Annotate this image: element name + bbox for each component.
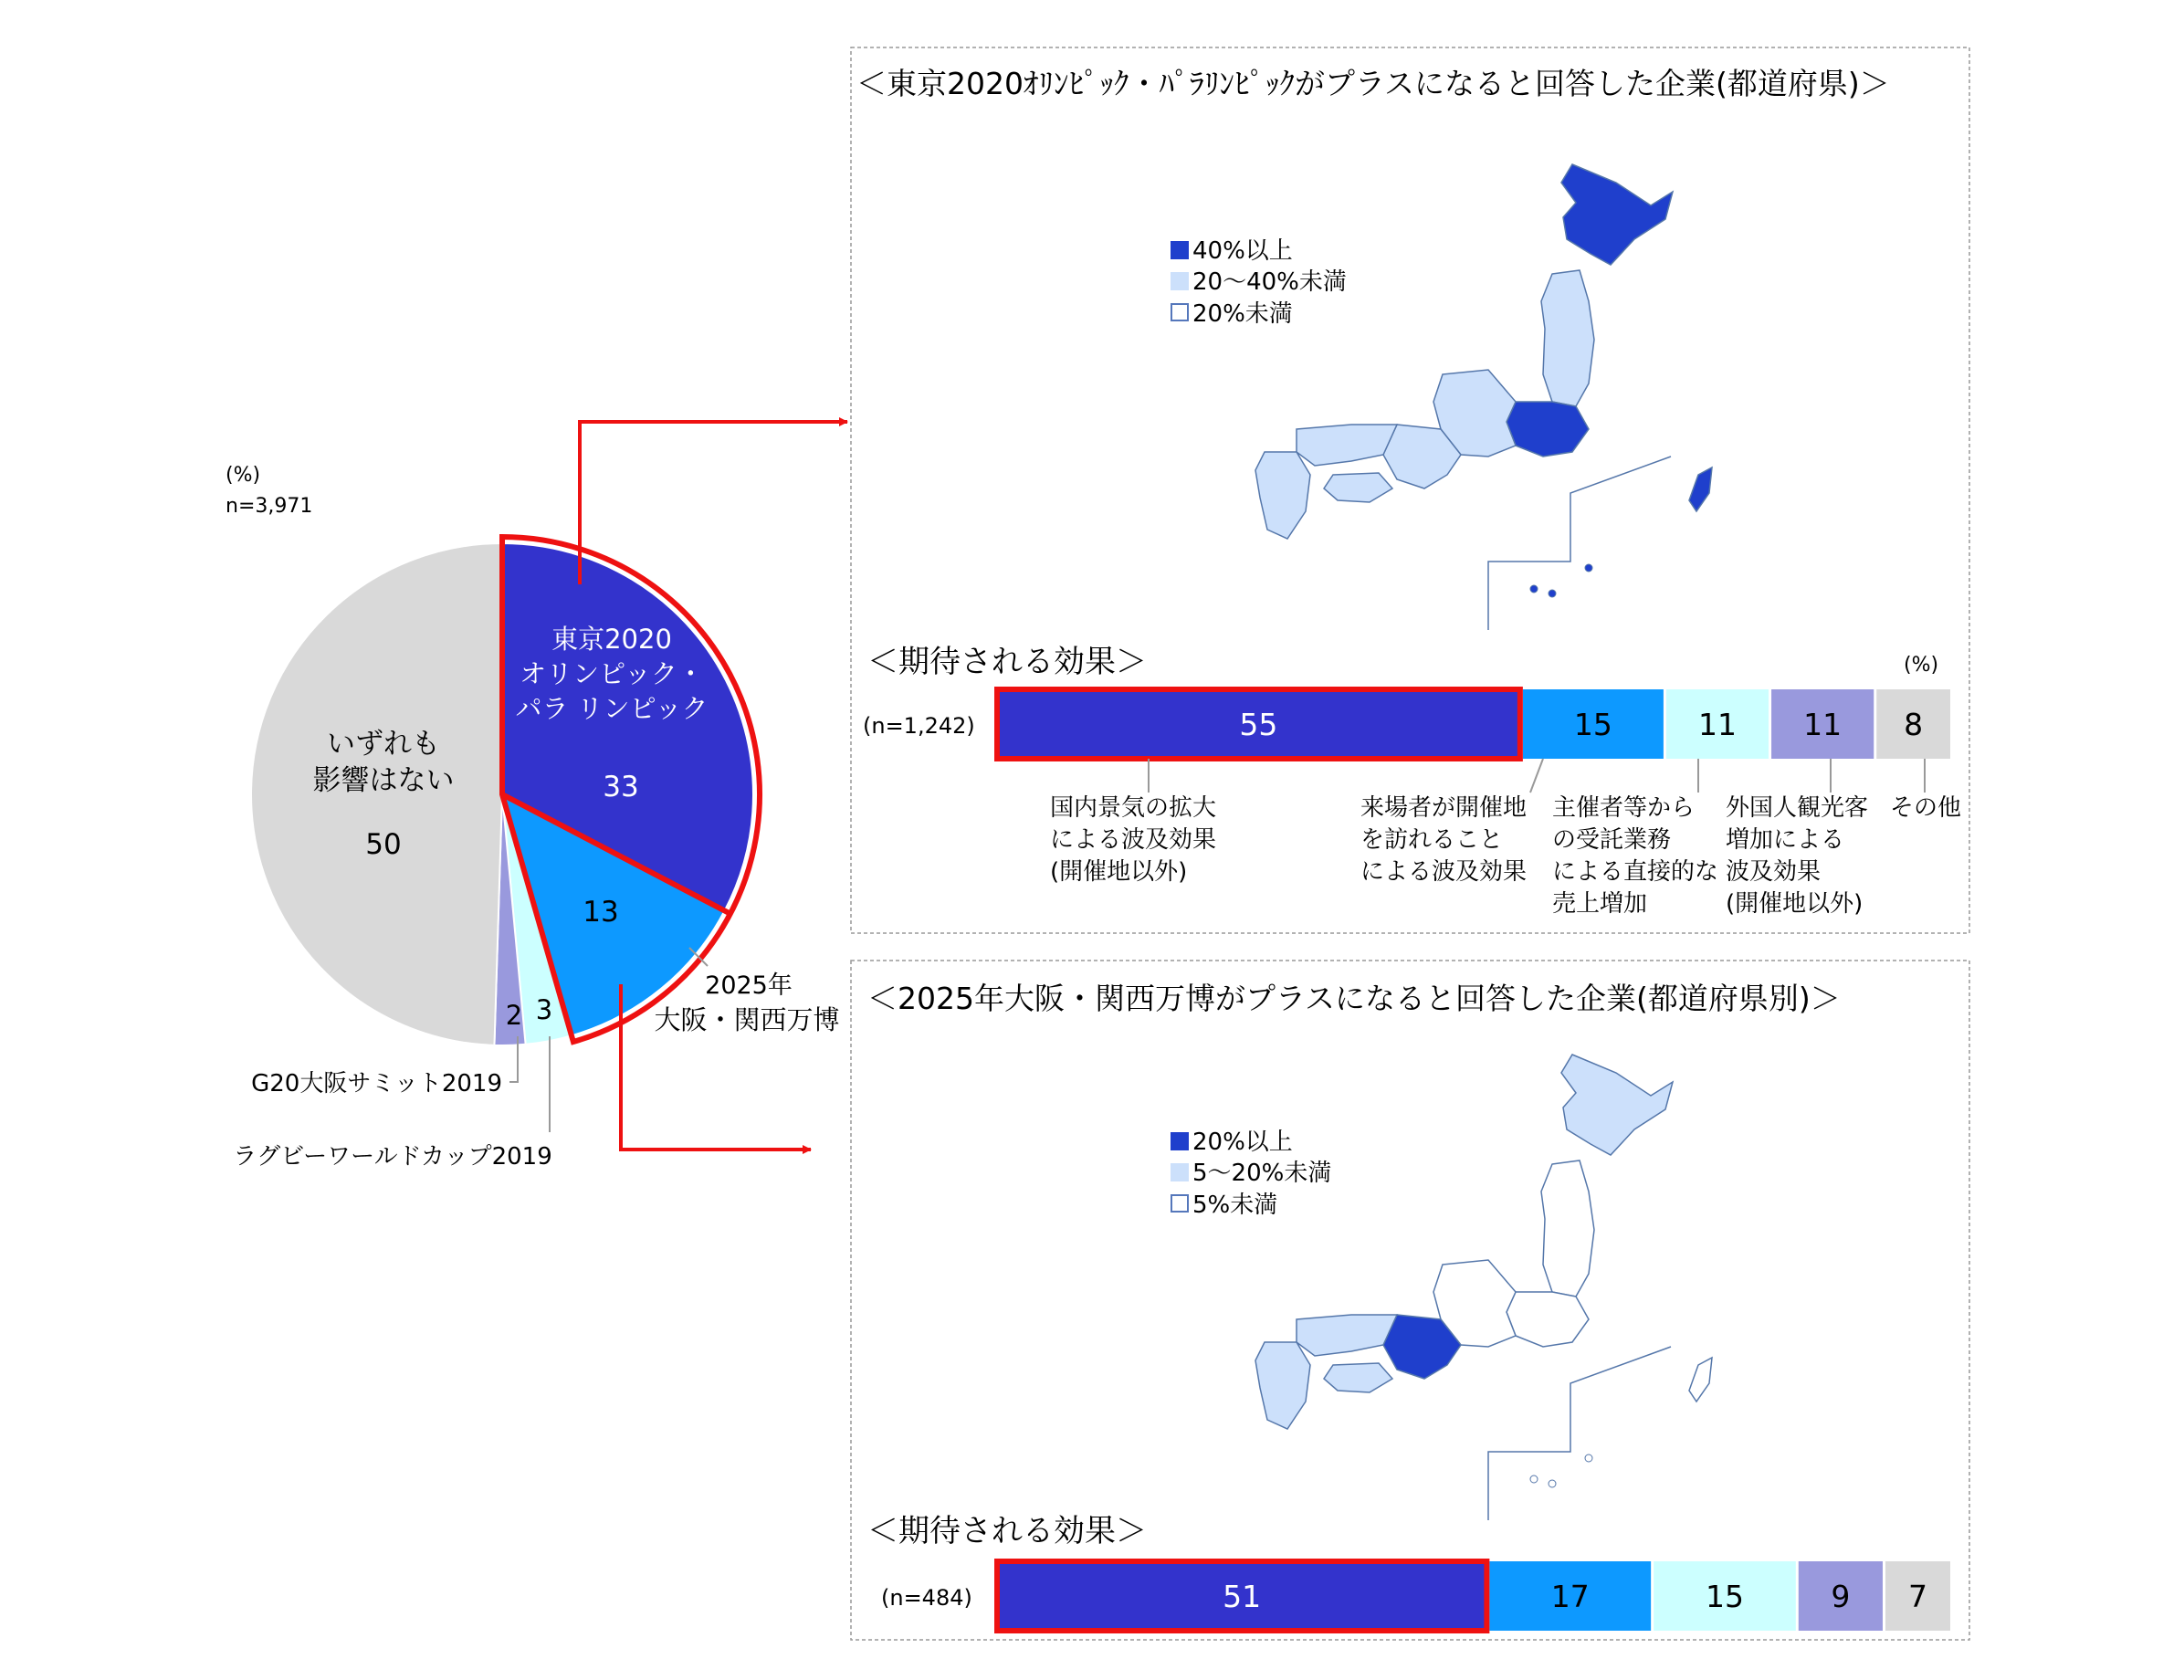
bar-expo-value-2: 15 <box>1705 1579 1744 1614</box>
pie-value-expo: 13 <box>583 896 619 929</box>
pie-label-expo-line2: 大阪・関西万博 <box>654 1004 840 1035</box>
map-tokyo-region-kanto <box>1507 402 1589 457</box>
pie-chart <box>226 464 840 1171</box>
expo-effects-n: (n=484) <box>881 1585 972 1611</box>
pie-value-g20: 2 <box>505 1000 523 1031</box>
pie-label-none-line2: 影響はない <box>312 764 455 797</box>
map-expo-region-shikoku <box>1324 1363 1392 1392</box>
tokyo-category-1-line-0: 来場者が開催地 <box>1360 794 1528 822</box>
pie-label-tokyo-line2: オリンピック・ <box>520 658 704 689</box>
tokyo-legend-swatch-1 <box>1171 241 1189 259</box>
tokyo-category-1-line-2: による波及効果 <box>1360 858 1528 886</box>
map-tokyo-island-0 <box>1530 585 1538 593</box>
pie-label-tokyo-line1: 東京2020 <box>551 624 672 655</box>
expo-panel <box>851 961 1969 1640</box>
expo-legend-label-1: 20%以上 <box>1192 1129 1293 1156</box>
tokyo-effects-unit: (%) <box>1904 654 1939 677</box>
expo-legend-label-3: 5%未満 <box>1192 1192 1278 1219</box>
map-tokyo-inset-frame <box>1488 457 1671 630</box>
tokyo-legend-label-3: 20%未満 <box>1192 300 1293 328</box>
tokyo-category-1-line-1: を訪れること <box>1360 826 1504 854</box>
tokyo-legend-swatch-3 <box>1171 304 1188 320</box>
expo-effects-bar <box>997 1561 1950 1631</box>
bar-tokyo-value-2: 11 <box>1697 707 1737 742</box>
map-tokyo-region-hokkaido <box>1561 164 1673 265</box>
map-expo-region-chugoku <box>1297 1315 1397 1356</box>
tokyo-category-2-line-1: の受託業務 <box>1552 826 1672 854</box>
tokyo-map-legend <box>1171 237 1347 328</box>
map-tokyo-region-tohoku <box>1541 270 1594 406</box>
expo-effects-title: ＜期待される効果＞ <box>867 1513 1147 1549</box>
expo-legend-swatch-2 <box>1171 1163 1189 1181</box>
map-expo-island-0 <box>1530 1475 1538 1483</box>
expo-legend-swatch-1 <box>1171 1132 1189 1150</box>
tokyo-effects-n: (n=1,242) <box>863 713 975 739</box>
tokyo-category-3-line-1: 増加による <box>1726 826 1845 854</box>
pie-value-tokyo: 33 <box>603 771 639 803</box>
map-expo-island-2 <box>1585 1454 1592 1462</box>
pie-label-expo-line1: 2025年 <box>705 971 793 1000</box>
tokyo-effects-categories <box>1050 759 1961 918</box>
pie-label-none-line1: いずれも <box>327 728 440 761</box>
tokyo-category-2-line-0: 主催者等から <box>1552 794 1696 822</box>
map-expo-region-kyushu <box>1255 1342 1310 1429</box>
tokyo-category-2-line-3: 売上増加 <box>1552 890 1648 918</box>
map-expo-region-tohoku <box>1541 1160 1594 1297</box>
tokyo-category-3-line-2: 波及効果 <box>1726 858 1822 886</box>
tokyo-category-0-line-2: (開催地以外) <box>1050 858 1188 886</box>
map-expo-region-okinawa <box>1689 1358 1712 1402</box>
tokyo-legend-label-2: 20～40%未満 <box>1192 268 1347 296</box>
tokyo-panel <box>851 47 1969 933</box>
tokyo-legend-swatch-2 <box>1171 272 1189 290</box>
bar-tokyo-value-3: 11 <box>1803 707 1843 742</box>
tokyo-panel-title: ＜東京2020ｵﾘﾝﾋﾟｯｸ・ﾊﾟﾗﾘﾝﾋﾟｯｸがプラスになると回答した企業(都道府県)＞ <box>856 66 1890 101</box>
tokyo-category-0-line-1: による波及効果 <box>1050 826 1217 854</box>
expo-panel-title: ＜2025年大阪・関西万博がプラスになると回答した企業(都道府県別)＞ <box>867 981 1841 1016</box>
tokyo-prefecture-map <box>1255 164 1712 630</box>
tokyo-category-4-line-0: その他 <box>1890 794 1962 822</box>
expo-map-legend <box>1171 1129 1331 1219</box>
map-tokyo-island-2 <box>1585 564 1592 572</box>
map-tokyo-island-1 <box>1549 590 1556 597</box>
pie-unit-label: (%) <box>226 464 261 487</box>
bar-tokyo-value-4: 8 <box>1904 707 1924 742</box>
tokyo-category-leader-1 <box>1530 759 1543 793</box>
bar-tokyo-value-0: 55 <box>1239 707 1278 742</box>
tokyo-category-2-line-2: による直接的な <box>1552 858 1719 886</box>
pie-label-rugby: ラグビーワールドカップ2019 <box>233 1143 552 1171</box>
tokyo-category-3-line-3: (開催地以外) <box>1726 890 1864 918</box>
map-tokyo-region-okinawa <box>1689 467 1712 511</box>
pie-value-rugby: 3 <box>535 994 553 1025</box>
bar-expo-value-0: 51 <box>1223 1579 1262 1614</box>
expo-legend-label-2: 5～20%未満 <box>1192 1160 1332 1187</box>
bar-tokyo-value-1: 15 <box>1573 707 1612 742</box>
map-tokyo-region-kyushu <box>1255 452 1310 539</box>
map-expo-region-hokkaido <box>1561 1055 1673 1155</box>
tokyo-category-0-line-0: 国内景気の拡大 <box>1050 794 1217 822</box>
pie-label-tokyo-line3: パラ リンピック <box>515 693 709 724</box>
bar-expo-value-3: 9 <box>1831 1579 1851 1614</box>
pie-value-none: 50 <box>365 828 402 861</box>
map-expo-inset-frame <box>1488 1347 1671 1520</box>
arrow-to-tokyo-panel <box>580 422 847 584</box>
pie-n-label: n=3,971 <box>226 495 313 518</box>
expo-prefecture-map <box>1255 1055 1712 1520</box>
tokyo-category-3-line-0: 外国人観光客 <box>1726 794 1869 822</box>
tokyo-effects-bar <box>997 689 1950 759</box>
pie-label-g20: G20大阪サミット2019 <box>251 1070 502 1097</box>
expo-legend-swatch-3 <box>1171 1195 1188 1212</box>
map-tokyo-region-shikoku <box>1324 473 1392 502</box>
bar-expo-value-4: 7 <box>1907 1579 1927 1614</box>
map-expo-island-1 <box>1549 1480 1556 1487</box>
map-tokyo-region-chugoku <box>1297 425 1397 466</box>
map-expo-region-kanto <box>1507 1292 1589 1347</box>
bar-expo-value-1: 17 <box>1550 1579 1590 1614</box>
tokyo-legend-label-1: 40%以上 <box>1192 237 1293 265</box>
tokyo-effects-title: ＜期待される効果＞ <box>867 644 1147 680</box>
